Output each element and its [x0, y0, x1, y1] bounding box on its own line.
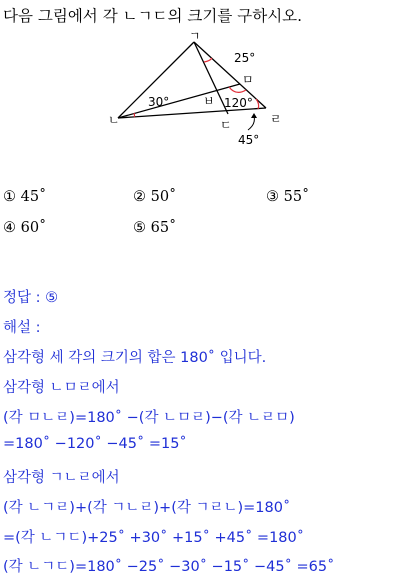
- solution-label: 해설 :: [3, 320, 41, 336]
- choice-3[interactable]: [266, 189, 309, 205]
- arc-25: [204, 58, 212, 62]
- triangle-figure: [108, 28, 290, 150]
- choice-5[interactable]: [133, 220, 176, 236]
- angle-45: 45°: [238, 133, 260, 147]
- arrow-45: [248, 116, 254, 130]
- choice-2[interactable]: [133, 189, 176, 205]
- answer-label: 정답 :: [3, 290, 41, 306]
- choice-5-text: 65˚: [150, 220, 177, 236]
- choice-4-num: ④: [3, 220, 16, 236]
- solution-line-3: (각 ㅁㄴㄹ)=180˚ −(각 ㄴㅁㄹ)−(각 ㄴㄹㅁ): [3, 410, 295, 426]
- label-r: ㄹ: [270, 112, 282, 126]
- choice-3-num: ③: [266, 189, 279, 205]
- angle-25: 25°: [234, 51, 256, 65]
- label-d: ㄷ: [220, 118, 232, 132]
- solution-line-6: (각 ㄴㄱㄹ)+(각 ㄱㄴㄹ)+(각 ㄱㄹㄴ)=180˚: [3, 500, 291, 516]
- choice-1[interactable]: [3, 189, 46, 205]
- solution-line-8: (각 ㄴㄱㄷ)=180˚ −25˚ −30˚ −15˚ −45˚ =65˚: [3, 559, 335, 575]
- label-b: ㅂ: [203, 94, 215, 108]
- solution-line-7: =(각 ㄴㄱㄷ)+25˚ +30˚ +15˚ +45˚ =180˚: [3, 530, 305, 546]
- choice-2-text: 50˚: [150, 189, 177, 205]
- solution-line-2: 삼각형 ㄴㅁㄹ에서: [3, 380, 120, 396]
- choice-3-text: 55˚: [283, 189, 310, 205]
- answer-value: ⑤: [45, 290, 59, 306]
- angle-120: 120°: [224, 96, 253, 110]
- solution-line-4: =180˚ −120˚ −45˚ =15˚: [3, 436, 187, 452]
- label-m: ㅁ: [242, 73, 254, 87]
- angle-30: 30°: [148, 95, 170, 109]
- choice-1-text: 45˚: [20, 189, 47, 205]
- choice-4-text: 60˚: [20, 220, 47, 236]
- answer-line: [3, 286, 58, 307]
- label-g: ㄱ: [189, 29, 201, 43]
- label-n: ㄴ: [108, 113, 120, 127]
- question-text: 다음 그림에서 각 ㄴㄱㄷ의 크기를 구하시오.: [3, 7, 303, 25]
- solution-line-5: 삼각형 ㄱㄴㄹ에서: [3, 470, 120, 486]
- choice-1-num: ①: [3, 189, 16, 205]
- choice-5-num: ⑤: [133, 220, 146, 236]
- choice-2-num: ②: [133, 189, 146, 205]
- arc-30: [134, 113, 135, 117]
- choice-4[interactable]: [3, 220, 46, 236]
- solution-line-1: 삼각형 세 각의 크기의 합은 180˚ 입니다.: [3, 350, 267, 366]
